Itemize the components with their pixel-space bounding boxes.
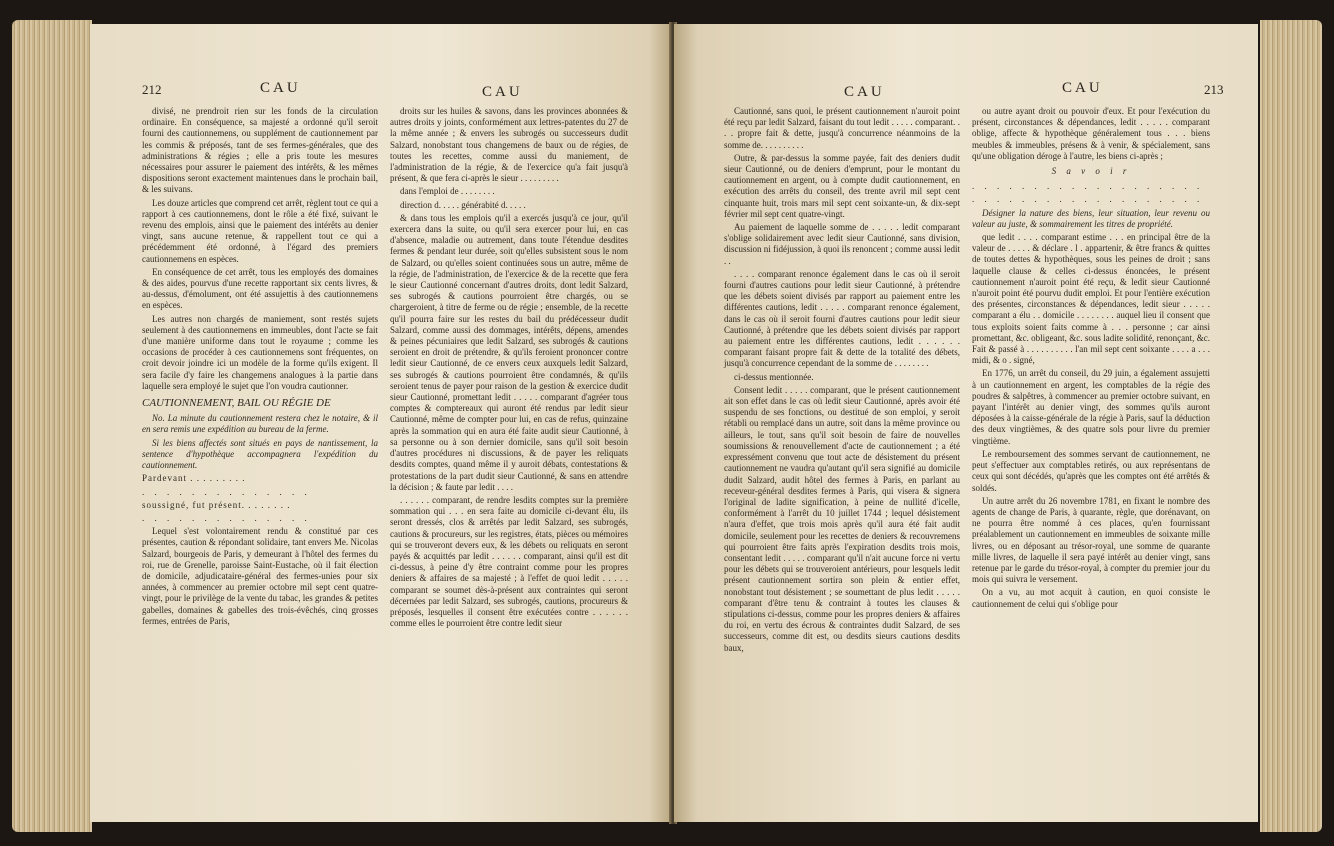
left-header-1: CAU: [260, 80, 301, 96]
paragraph: . . . . . . . . . . . . . .: [142, 486, 311, 497]
paragraph: Désigner la nature des biens, leur situation, leur revenu ou valeur au juste, & sommairement les titres de propriété.: [972, 207, 1210, 229]
right-column-2: [972, 106, 1210, 612]
paragraph: direction d. . . . . générabité d. . . . .: [400, 199, 526, 210]
right-page-edges: [1260, 20, 1322, 832]
right-page-number: 213: [1204, 82, 1224, 97]
paragraph: Le remboursement des sommes servant de cautionnement, ne peut s'effectuer aux comptables retirés, ou aux représentans de ceux qui sont décédés, qu'après que les comptes ont été arrêtés & soldés.: [972, 448, 1210, 493]
paragraph: soussigné, fut présent. . . . . . . .: [142, 499, 291, 510]
paragraph: Si les biens affectés sont situés en pays de nantissement, la sentence d'hypothèque accompagnera l'expédition du cautionnement.: [142, 437, 378, 471]
paragraph: Lequel s'est volontairement rendu & constitué par ces présentes, caution & répondant solidaire, tant envers Me. Nicolas Salzard, bourgeois de Paris, y demeurant à l'hôtel des fermes du roi, rue de Grenelle, paroisse Saint-Eustache, où il fait élection de domicile, adjudicataire-général des fermes-unies pour six années, à commencer au premier octobre mil sept cent quatre-vingt, pour le privilège de la vente du tabac, les grandes & petites gabelles, domaines & gabelles des trois-évêchés, cinq grosses fermes, entrées de Paris,: [142, 526, 378, 626]
left-page-edges: [12, 20, 92, 832]
right-header-1: CAU: [844, 84, 885, 100]
paragraph: Les autres non chargés de maniement, sont restés sujets seulement à des cautionnemens en immeubles, dont l'acte se fait d'une manière uniforme dans tout le royaume ; comme les occasions de procéder à ces cautionnemens sont fréquentes, on croit devoir joindre ici un modèle de la forme qu'ils exigent. Il sera facile d'y faire les changemens analogues à la partie dans laquelle sera employé le sujet que l'on voudra cautionner.: [142, 313, 378, 391]
paragraph: ci-dessus mentionnée.: [734, 371, 814, 382]
paragraph: Consent ledit . . . . . comparant, que le présent cautionnement ait son effet dans le cas où ledit sieur Cautionné, après avoir été suspendu de ses fonctions, ou destitué de son emploi, y seroit rétabli ou remplacé dans un autre, soit dans la même province ou ailleurs, le tout, sans qu'il soit besoin de faire de nouvelles soumissions & renouvellement d'acte de cautionnement ; a été expressément convenu que tout acte de désistement du présent cautionnement ne vaudra qu'autant qu'il sera signifié au domicile dudit Salzard, audit hôtel des fermes à Paris, en parlant au receveur-général desdites fermes à Paris, qui visera & signera l'original de ladite signification, à peine de nullité d'icelle, conformément à l'arrêt du 10 juillet 1744 ; lequel désistement n'aura d'effet, que trois mois après qu'il aura été fait audit domicile, seulement pour les recettes de deniers & recouvremens qui pourroient être faits après l'expiration desdits trois mois, consentant ledit . . . . . comparant qu'il n'ait aucune force ni vertu pour les débets qui se trouveroient antérieurs, pour lesquels ledit présent cautionnement sortira son plein & entier effet, nonobstant tout désistement ; se soumettant de plus ledit . . . . . comparant d'être tenu & contraint à toutes les clauses & stipulations ci-dessus, comme pour les propres deniers & affaires du roi, en vertu des écrous & contraintes dudit Salzard, de ses successeurs, comme dit est, ou desdits sieurs cautions desdits baux,: [724, 384, 960, 653]
paragraph: Un autre arrêt du 26 novembre 1781, en fixant le nombre des agents de change de Paris, à quarante, règle, que dorénavant, on ne pourra être nommé à ces places, qu'en fournissant préalablement un cautionnement en immeubles de soixante mille livres, ou en déposant au trésor-royal, une somme de quarante mille livres, de laquelle il sera payé intérêt au denier vingt, sans retenue par le garde du trésor-royal, à compter du premier jour du mois qui suivra le versement.: [972, 495, 1210, 585]
paragraph: Pardevant . . . . . . . . .: [142, 473, 246, 484]
left-header-2: CAU: [482, 84, 523, 100]
left-page: [90, 24, 672, 822]
paragraph: CAUTIONNEMENT, BAIL OU RÉGIE DE: [142, 397, 331, 410]
paragraph: On a vu, au mot acquit à caution, en quoi consiste le cautionnement de celui qui s'oblige pour: [972, 587, 1210, 609]
left-column-2: [390, 106, 628, 631]
paragraph: que ledit . . . . comparant estime . . . en principal être de la valeur de . . . . . & déclare . l . appartenir, & être francs & quittes de toutes dettes & hypothèques, sous les peines de droit ; sans laquelle clause & celles ci-dessus énoncées, le présent cautionnement n'auroit point été reçu, & ledit sieur Cautionné n'auroit point été pourvu dudit emploi. Et pour l'entière exécution des présentes, circonstances & dépendances, ledit sieur . . . . . comparant a élu . . domicile . . . . . . . . auquel lieu il consent que tous exploits soient faits comme à . . . personne ; car ainsi promettant, &c. obligeant, &c. sous ladite solidité, renonçant, &c. Fait & passé à . . . . . . . . . . l'an mil sept cent soixante . . . . a . . . midi, & o . signé,: [972, 232, 1210, 366]
left-page-number: 212: [142, 82, 162, 97]
open-book: [12, 14, 1322, 836]
paragraph: Outre, & par-dessus la somme payée, fait des deniers dudit sieur Cautionné, ou de deniers d'emprunt, pour le montant du cautionnement en argent, ou à compte dudit cautionnement, en exécution des arrêts du conseil, des trente avril mil sept cent cinquante huit, trois mars mil sept cent soixante-un, & dix-sept février mil sept cent quatre-vingt.: [724, 152, 960, 219]
paragraph: Cautionné, sans quoi, le présent cautionnement n'auroit point été reçu par ledit Salzard, faisant du tout ledit . . . . . comparant. . . . propre fait & dette, jusqu'à concurrence néanmoins de la somme de. . . . . . . . . .: [724, 106, 960, 150]
right-page: [674, 24, 1258, 822]
paragraph: & dans tous les emplois qu'il a exercés jusqu'à ce jour, qu'il exercera dans la suite, ou qu'il sera exercer pour lui, en cas d'absence, maladie ou autrement, dans toute l'étendue desdites fermes & pendant leur durée, soit qu'elles subsistent sous le nom de Salzard, ou qu'elles soient continuées sous un autre, même de la régie, de l'administration, de l'exercice & de la recette que fera le sieur Cautionné concernant d'autres droits, dont ledit Salzard, ses subrogés & cautions pourroient être chargés, ou se chargeroient, à titre de ferme ou de régie ; ensemble, de la recette qu'il pourra faire sur les restes du bail du prédécesseur dudit Salzard, comme aussi des dommages, intérêts, dépens, amendes & peines pécuniaires que ledit Salzard, ses subrogés & cautions seroient en droit de prétendre, & qu'ils feroient prononcer contre ledit sieur Cautionné, de ce envers ceux auxquels ledit Salzard, ses subrogés & cautions pourroient être condamnés, & qu'ils seroient tenus de payer pour raison de la gestion & exercice dudit sieur Cautionné, promettant ledit . . . . . comparant d'agréer tous comptes & comptereaux qui auront été rendus par ledit sieur Cautionné, même de compter pour lui, en cas de refus, quinzaine après la sommation qui en aura été faite audit sieur Cautionné, à sa personne ou à son dernier domicile, sans qu'il soit besoin d'autres procédures ni discussions, & de payer les reliquats desdits comptes, quand même il y auroit débats, contestations & protestations de la part dudit sieur Cautionné, & sans en attendre la décision ; & faute par ledit . . . .: [390, 212, 628, 492]
paragraph: S a v o i r: [1051, 166, 1131, 177]
paragraph: Au paiement de laquelle somme de . . . . . ledit comparant s'oblige solidairement avec ledit sieur Cautionné, sans division, discussion ni fidéjussion, à quoi ils renoncent ; comme aussi ledit . .: [724, 222, 960, 266]
paragraph: divisé, ne prendroit rien sur les fonds de la circulation ordinaire. En conséquence, sa majesté a ordonné qu'il seroit fourni des cautionnemens, ou supplément de cautionnement par les commis & préposés, tant de ses fermes-générales, que des administrations & régies ; elle a pris toute les mesures nécessaires pour assurer le paiement des intérêts, & les mêmes dispositions seront exactement maintenues dans le prochain bail, & les suivans.: [142, 106, 378, 195]
paragraph: ou autre ayant droit ou pouvoir d'eux. Et pour l'exécution du présent, circonstances & dépendances, ledit . . . . . comparant oblige, affecte & hypothèque généralement tous . . . biens meubles & immeubles, présens & à venir, & spécialement, sans qu'une obligation déroge à l'autre, les biens ci-après ;: [972, 106, 1210, 161]
paragraph: En 1776, un arrêt du conseil, du 29 juin, a également assujetti à un cautionnement en argent, les comptables de la régie des poudres & salpêtres, à commencer au premier octobre suivant, en payant l'intérêt au denier vingt, des sommes qu'ils auront déposées à la caisse-générale de la régie à Paris, sauf la déduction des deux vingtièmes, & des quatre sols pour livre du premier vingtième.: [972, 368, 1210, 446]
paragraph: En conséquence de cet arrêt, tous les employés des domaines & des aides, pourvus d'une recette rapportant six cents livres, & au-dessus, d'émolument, ont été assujettis à des cautionnemens en espèces.: [142, 266, 378, 311]
right-column-1: [724, 106, 960, 656]
paragraph: dans l'emploi de . . . . . . . .: [400, 186, 495, 197]
paragraph: . . . . . . . . . . . . . .: [142, 512, 311, 523]
left-column-1: [142, 106, 378, 629]
paragraph: . . . . . . . . . . . . . . . . . . .: [972, 194, 1204, 205]
paragraph: . . . . . . comparant, de rendre lesdits comptes sur la première sommation qui . . . en sera faite au domicile ci-devant élu, ils seront dressés, clos & arrêtés par ledit Salzard, ses subrogés, cautions & procureurs, sur les registres, états, pièces ou mémoires qui se trouveront devers eux, & les débets ou reliquats en seront payés & acquittés par ledit . . . . . . comparant, ainsi qu'il est dit ci-dessus, à peine d'y être contraint comme pour les propres deniers & affaires de sa majesté ; à l'effet de quoi ledit . . . . . comparant se soumet dès-à-présent aux contraintes qui seront décernées par ledit Salzard, ses subrogés, cautions, procureurs & préposés, lesquelles il consent être exécutées contre . . . . . . comme elles le pourroient être contre ledit sieur: [390, 494, 628, 629]
paragraph: droits sur les huiles & savons, dans les provinces abonnées & autres droits y joints, conformément aux lettres-patentes du 27 de la même année ; & envers les subrogés ou successeurs dudit Salzard, nonobstant tous changemens de baux ou de régies, de toutes les recettes, comme aussi du maniement, de l'administration de la régie, & de l'exercice qu'a fait jusqu'à présent, & que fera ci-après le sieur . . . . . . . . .: [390, 106, 628, 184]
right-header-2: CAU: [1062, 80, 1103, 96]
paragraph: Les douze articles que comprend cet arrêt, règlent tout ce qui a rapport à ces cautionnemens, dont le rôle a été fixé, suivant le revenu des emplois, ainsi que le paiement des intérêts au denier vingt, sans aucune retenue, & rappellent tout ce qui a précédemment été ordonné, à l'égard des premiers cautionnemens en espèces.: [142, 197, 378, 264]
paragraph: . . . . comparant renonce également dans le cas où il seroit fourni d'autres cautions pour ledit sieur Cautionné, à prétendre que les débets soient divisés par rapport au paiement entre les différentes cautions, ledit . . . . . comparant renonce également, dans le cas où il seroit fourni d'autres cautions pour ledit sieur Cautionné, à prétendre que les débets soient divisés par rapport au paiement entre les différentes cautions, ledit . . . . . . comparant faisant propre fait & dette de la totalité des débets, jusqu'à concurrence cependant de la somme de . . . . . . . .: [724, 268, 960, 369]
paragraph: No. La minute du cautionnement restera chez le notaire, & il en sera remis une expédition au bureau de la ferme.: [142, 413, 378, 435]
paragraph: . . . . . . . . . . . . . . . . . . .: [972, 181, 1204, 192]
